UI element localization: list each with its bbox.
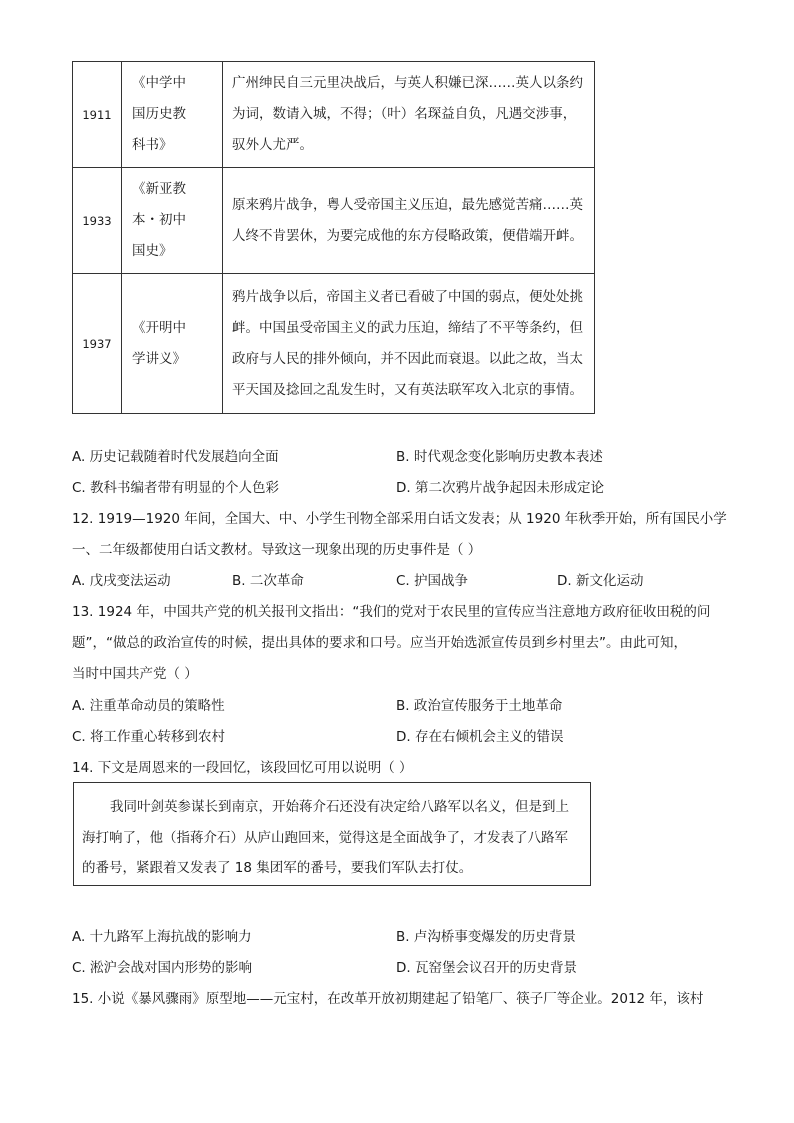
- q13-stem-line: 13. 1924 年，中国共产党的机关报刊文指出：“我们的党对于农民里的宣传应当注意地方政府征收田税的问: [72, 604, 711, 620]
- quote-line: 我同叶剑英参谋长到南京，开始蒋介石还没有决定给八路军以名义，但是到上: [110, 799, 569, 815]
- book-title-cell: 《中学中 国历史教 科书》: [122, 62, 223, 168]
- book-title-cell: 《新亚教 本・初中 国史》: [122, 168, 223, 274]
- table-row: [73, 168, 595, 274]
- quote-line: 的番号，紧跟着又发表了 18 集团军的番号，要我们军队去打仗。: [82, 860, 473, 876]
- excerpt-cell: 鸦片战争以后，帝国主义者已看破了中国的弱点，便处处挑 衅。中国虽受帝国主义的武力压迫，缔结了不平等条约，但 政府与人民的排外倾向，并不因此而衰退。以此之故，当太 平天国及捻回之乱发生时，又有英法联军攻入北京的事情。: [223, 274, 595, 414]
- year-cell: 1911: [73, 62, 122, 168]
- q11-option-b: B. 时代观念变化影响历史教本表述: [396, 449, 603, 465]
- q13-stem-line: 当时中国共产党（ ）: [72, 666, 198, 682]
- excerpt-cell: 广州绅民自三元里决战后，与英人积嫌已深……英人以条约 为词，数请入城，不得；（叶）名琛益自负，凡遇交涉事， 驭外人尤严。: [223, 62, 595, 168]
- q12-stem-line: 一、二年级都使用白话文教材。导致这一现象出现的历史事件是（ ）: [72, 542, 482, 558]
- q12-option-c: C. 护国战争: [396, 573, 469, 589]
- q15-stem-line: 15. 小说《暴风骤雨》原型地——元宝村，在改革开放初期建起了铅笔厂、筷子厂等企业。2012 年，该村: [72, 991, 704, 1007]
- q14-option-c: C. 淞沪会战对国内形势的影响: [72, 960, 253, 976]
- q14-option-a: A. 十九路军上海抗战的影响力: [72, 929, 252, 945]
- q11-option-a: A. 历史记载随着时代发展趋向全面: [72, 449, 279, 465]
- year-cell: 1937: [73, 274, 122, 414]
- q14-stem-line: 14. 下文是周恩来的一段回忆，该段回忆可用以说明（ ）: [72, 760, 413, 776]
- q13-option-a: A. 注重革命动员的策略性: [72, 698, 225, 714]
- table-row: [73, 274, 595, 414]
- excerpt-cell: 原来鸦片战争，粤人受帝国主义压迫，最先感觉苦痛……英 人终不肯罢休，为要完成他的东方侵略政策，便借端开衅。: [223, 168, 595, 274]
- q13-option-c: C. 将工作重心转移到农村: [72, 729, 226, 745]
- q13-stem-line: 题”，“做总的政治宣传的时候，提出具体的要求和口号。应当开始选派宣传员到乡村里去”。由此可知，: [72, 635, 687, 651]
- zhou-enlai-quote-box: [73, 782, 591, 886]
- q12-option-d: D. 新文化运动: [557, 573, 644, 589]
- book-title-cell: 《开明中 学讲义》: [122, 274, 223, 414]
- table-row: [73, 62, 595, 168]
- textbook-comparison-table: [72, 61, 595, 414]
- q12-option-a: A. 戊戌变法运动: [72, 573, 171, 589]
- q12-stem-line: 12. 1919—1920 年间，全国大、中、小学生刊物全部采用白话文发表；从 1920 年秋季开始，所有国民小学: [72, 511, 727, 527]
- q11-option-c: C. 教科书编者带有明显的个人色彩: [72, 480, 280, 496]
- quote-line: 海打响了，他（指蒋介石）从庐山跑回来，觉得这是全面战争了，才发表了八路军: [82, 830, 568, 846]
- q12-option-b: B. 二次革命: [232, 573, 304, 589]
- q13-option-d: D. 存在右倾机会主义的错误: [396, 729, 564, 745]
- q14-option-b: B. 卢沟桥事变爆发的历史背景: [396, 929, 576, 945]
- q14-option-d: D. 瓦窑堡会议召开的历史背景: [396, 960, 577, 976]
- q13-option-b: B. 政治宣传服务于土地革命: [396, 698, 563, 714]
- year-cell: 1933: [73, 168, 122, 274]
- q11-option-d: D. 第二次鸦片战争起因未形成定论: [396, 480, 604, 496]
